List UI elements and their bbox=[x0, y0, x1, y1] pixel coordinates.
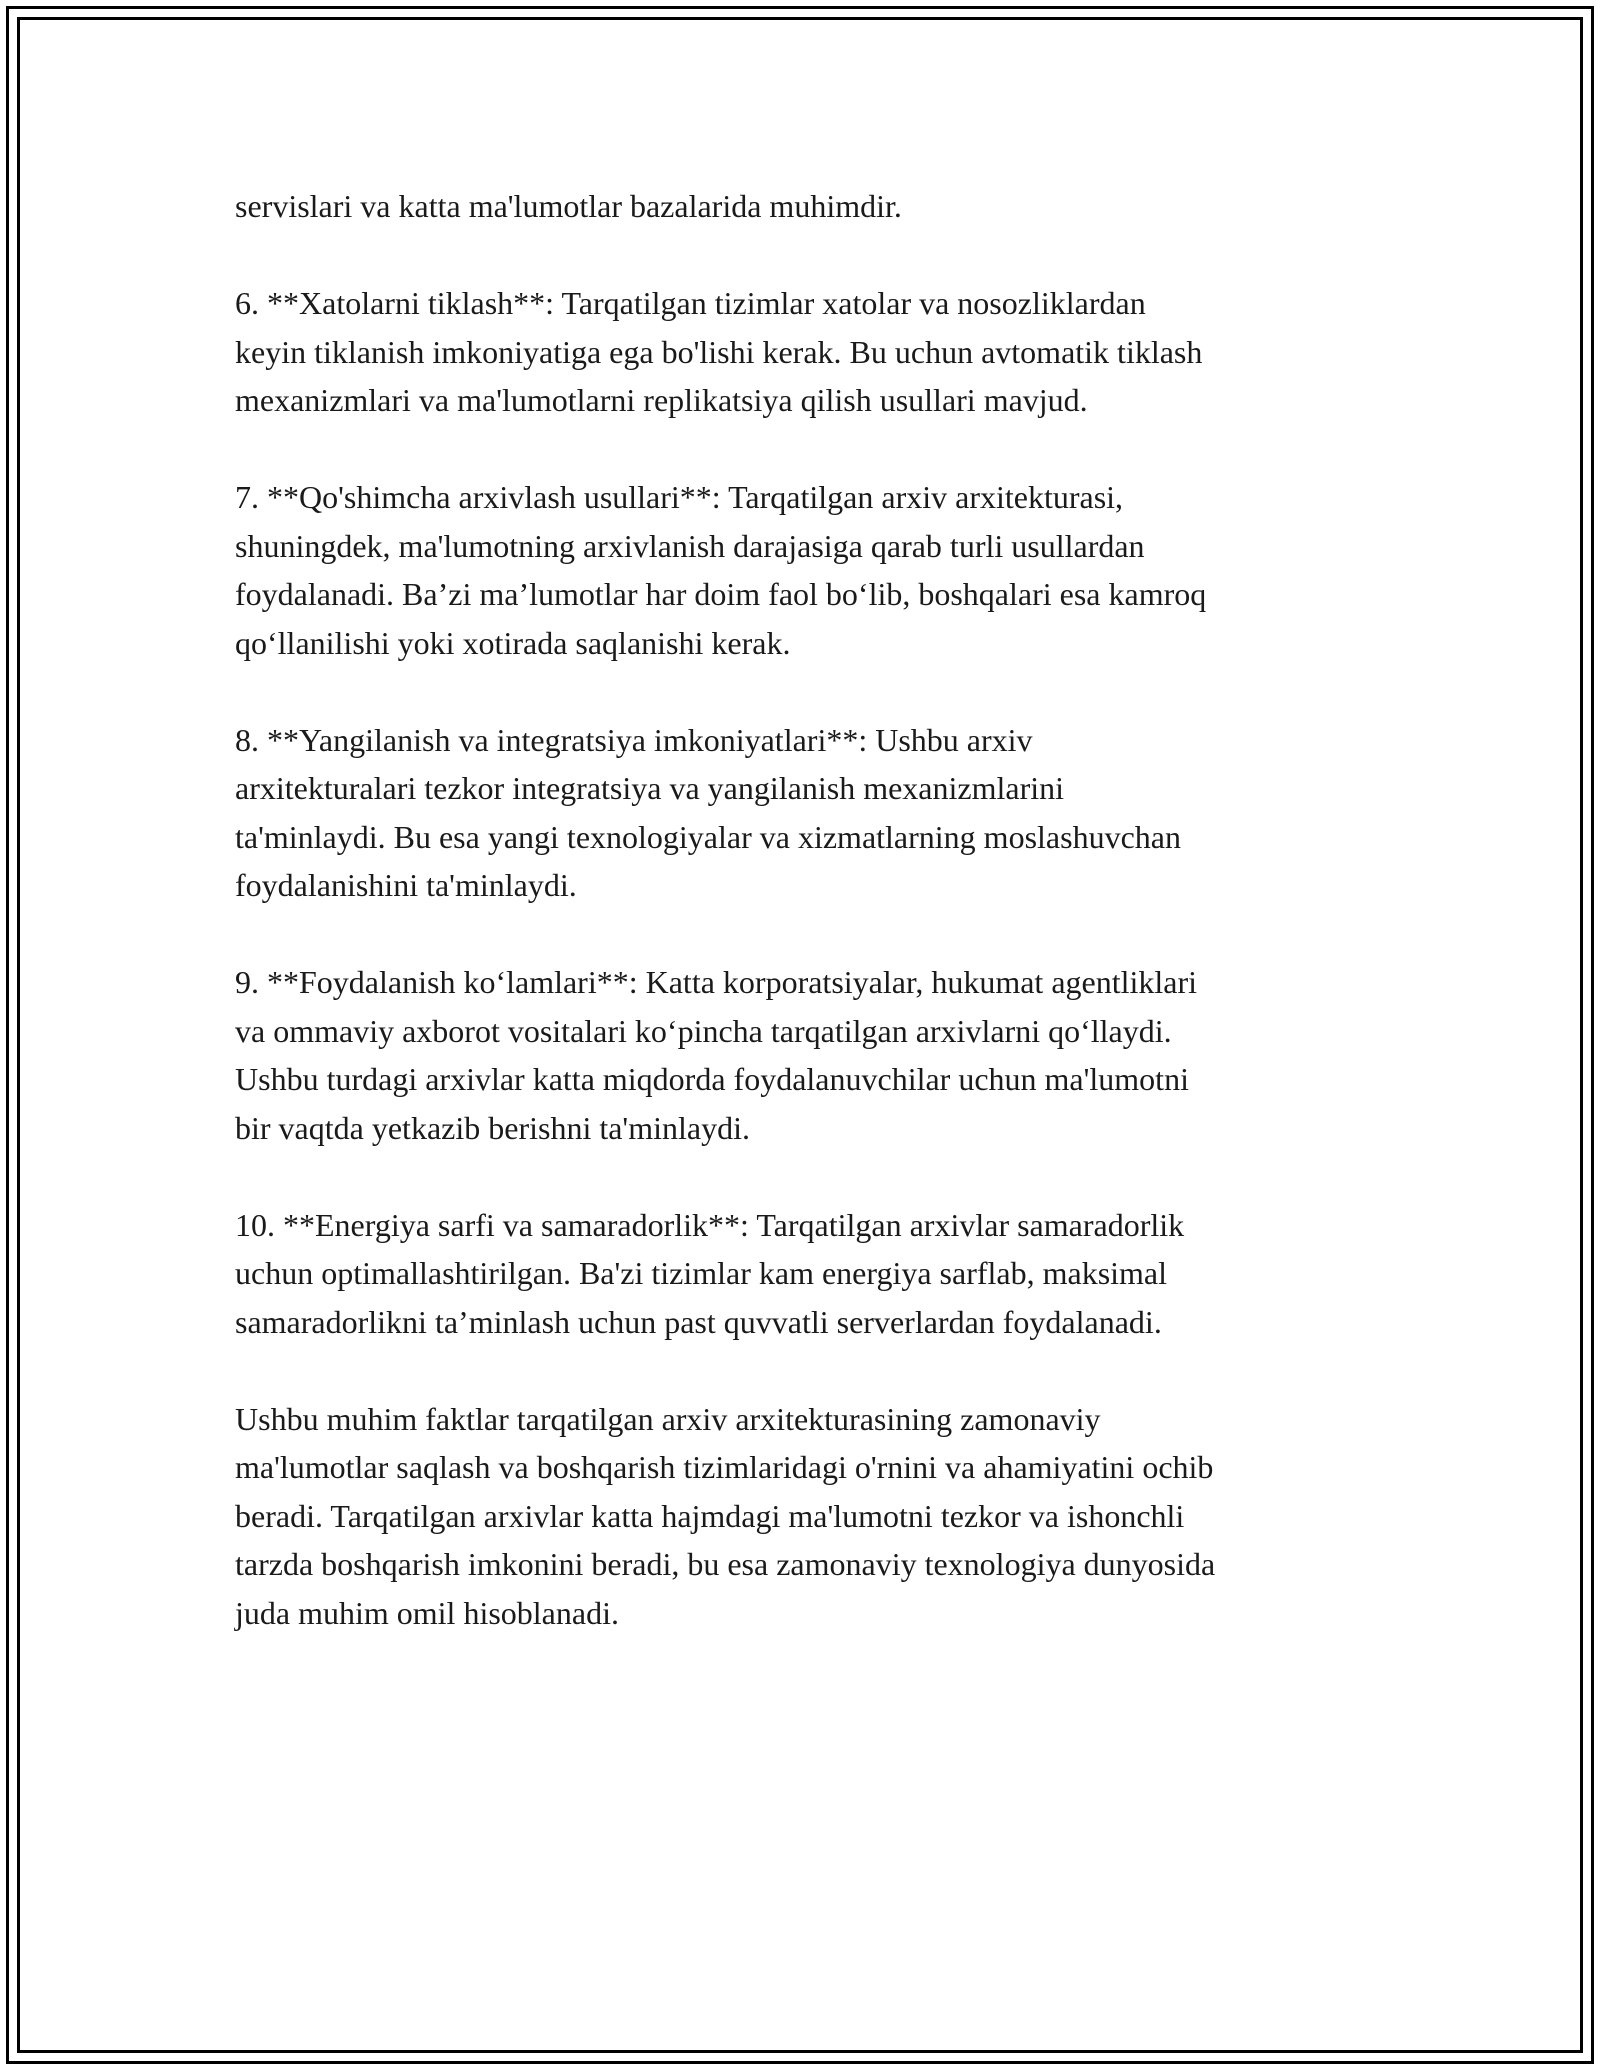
paragraph-item-8 bbox=[235, 716, 1385, 910]
paragraph-item-10 bbox=[235, 1201, 1385, 1347]
text-line: samaradorlikni ta’minlash uchun past quvvatli serverlardan foydalanadi. bbox=[235, 1303, 1162, 1340]
text-line: beradi. Tarqatilgan arxivlar katta hajmdagi ma'lumotni tezkor va ishonchli bbox=[235, 1497, 1185, 1534]
text-line: shuningdek, ma'lumotning arxivlanish darajasiga qarab turli usullardan bbox=[235, 527, 1145, 564]
text-line: tarzda boshqarish imkonini beradi, bu esa zamonaviy texnologiya dunyosida bbox=[235, 1546, 1216, 1582]
text-line: qo‘llanilishi yoki xotirada saqlanishi kerak. bbox=[235, 624, 791, 661]
text-line: uchun optimallashtirilgan. Ba'zi tizimlar kam energiya sarflab, maksimal bbox=[235, 1255, 1168, 1291]
paragraph-item-6 bbox=[235, 279, 1385, 425]
text-line: 7. **Qo'shimcha arxivlash usullari**: Tarqatilgan arxiv arxitekturasi, bbox=[235, 479, 1124, 515]
paragraph-conclusion bbox=[235, 1395, 1385, 1638]
document-body bbox=[235, 182, 1385, 1686]
text-line: bir vaqtda yetkazib berishni ta'minlaydi. bbox=[235, 1109, 750, 1146]
text-line: mexanizmlari va ma'lumotlarni replikatsiya qilish usullari mavjud. bbox=[235, 382, 1088, 418]
text-line: arxitekturalari tezkor integratsiya va yangilanish mexanizmlarini bbox=[235, 770, 1065, 806]
text-line: 6. **Xatolarni tiklash**: Tarqatilgan tizimlar xatolar va nosozliklardan bbox=[235, 285, 1146, 321]
paragraph-item-9 bbox=[235, 958, 1385, 1152]
text-line: Ushbu muhim faktlar tarqatilgan arxiv arxitekturasining zamonaviy bbox=[235, 1400, 1101, 1437]
text-line: 10. **Energiya sarfi va samaradorlik**: Tarqatilgan arxivlar samaradorlik bbox=[235, 1206, 1185, 1243]
text-line: va ommaviy axborot vositalari ko‘pincha tarqatilgan arxivlarni qo‘llaydi. bbox=[235, 1012, 1172, 1049]
text-line: Ushbu turdagi arxivlar katta miqdorda foydalanuvchilar uchun ma'lumotni bbox=[235, 1061, 1189, 1097]
text-line: 8. **Yangilanish va integratsiya imkoniyatlari**: Ushbu arxiv bbox=[235, 721, 1033, 758]
paragraph-item-7 bbox=[235, 473, 1385, 667]
text-line: servislari va katta ma'lumotlar bazalarida muhimdir. bbox=[235, 188, 902, 224]
paragraph-continuation bbox=[235, 182, 1385, 231]
text-line: juda muhim omil hisoblanadi. bbox=[235, 1594, 619, 1631]
text-line: foydalanadi. Ba’zi ma’lumotlar har doim faol bo‘lib, boshqalari esa kamroq bbox=[235, 576, 1207, 612]
text-line: ta'minlaydi. Bu esa yangi texnologiyalar va xizmatlarning moslashuvchan bbox=[235, 818, 1181, 855]
text-line: keyin tiklanish imkoniyatiga ega bo'lishi kerak. Bu uchun avtomatik tiklash bbox=[235, 333, 1203, 370]
text-line: 9. **Foydalanish ko‘lamlari**: Katta korporatsiyalar, hukumat agentliklari bbox=[235, 964, 1198, 1000]
text-line: ma'lumotlar saqlash va boshqarish tizimlaridagi o'rnini va ahamiyatini ochib bbox=[235, 1449, 1214, 1485]
text-line: foydalanishini ta'minlaydi. bbox=[235, 867, 577, 903]
